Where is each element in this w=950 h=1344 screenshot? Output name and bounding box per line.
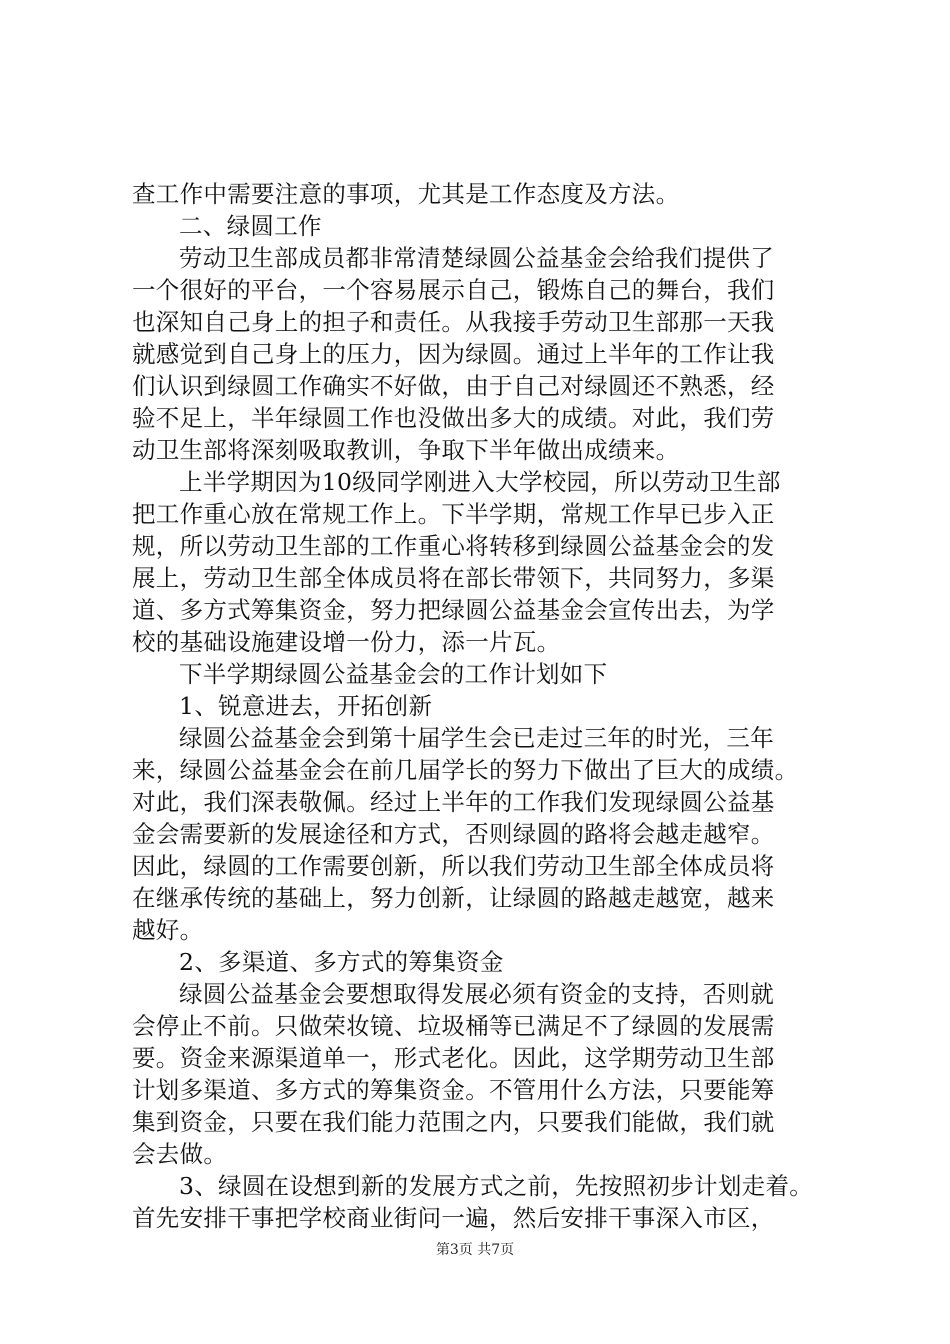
text-line: 因此，绿圆的工作需要创新，所以我们劳动卫生部全体成员将 — [132, 852, 775, 880]
text-line: 道、多方式筹集资金，努力把绿圆公益基金会宣传出去，为学 — [132, 596, 775, 624]
text-line: 劳动卫生部成员都非常清楚绿圆公益基金会给我们提供了 — [179, 244, 774, 272]
text-line: 越好。 — [132, 916, 204, 944]
text-line: 金会需要新的发展途径和方式，否则绿圆的路将会越走越窄。 — [132, 820, 775, 848]
text-line: 们认识到绿圆工作确实不好做，由于自己对绿圆还不熟悉，经 — [132, 372, 775, 400]
text-line: 绿圆公益基金会要想取得发展必须有资金的支持，否则就 — [179, 980, 774, 1008]
text-line: 校的基础设施建设增一份力，添一片瓦。 — [132, 628, 561, 656]
text-line: 来，绿圆公益基金会在前几届学长的努力下做出了巨大的成绩。 — [132, 756, 799, 784]
text-line: 下半学期绿圆公益基金会的工作计划如下 — [179, 660, 608, 688]
text-line: 会停止不前。只做荣妆镜、垃圾桶等已满足不了绿圆的发展需 — [132, 1012, 775, 1040]
text-line: 绿圆公益基金会到第十届学生会已走过三年的时光，三年 — [179, 724, 774, 752]
text-line: 会去做。 — [132, 1140, 228, 1168]
text-line: 集到资金，只要在我们能力范围之内，只要我们能做，我们就 — [132, 1108, 775, 1136]
text-line: 验不足上，半年绿圆工作也没做出多大的成绩。对此，我们劳 — [132, 404, 775, 432]
text-line: 一个很好的平台，一个容易展示自己，锻炼自己的舞台，我们 — [132, 276, 775, 304]
text-line: 上半学期因为10级同学刚进入大学校园，所以劳动卫生部 — [179, 468, 781, 496]
text-line: 动卫生部将深刻吸取教训，争取下半年做出成绩来。 — [132, 436, 680, 464]
text-line: 首先安排干事把学校商业街问一遍，然后安排干事深入市区， — [132, 1204, 775, 1232]
text-line: 把工作重心放在常规工作上。下半学期，常规工作早已步入正 — [132, 500, 775, 528]
section-heading: 2、多渠道、多方式的筹集资金 — [179, 948, 504, 976]
text-line: 在继承传统的基础上，努力创新，让绿圆的路越走越宽，越来 — [132, 884, 775, 912]
section-heading: 二、绿圆工作 — [179, 212, 322, 240]
section-heading: 1、锐意进去，开拓创新 — [179, 692, 433, 720]
text-line: 就感觉到自己身上的压力，因为绿圆。通过上半年的工作让我 — [132, 340, 775, 368]
text-line: 要。资金来源渠道单一，形式老化。因此，这学期劳动卫生部 — [132, 1044, 775, 1072]
page-number-footer: 第3页 共7页 — [435, 1242, 515, 1258]
text-line: 规，所以劳动卫生部的工作重心将转移到绿圆公益基金会的发 — [132, 532, 775, 560]
text-line: 展上，劳动卫生部全体成员将在部长带领下，共同努力，多渠 — [132, 564, 775, 592]
text-line: 计划多渠道、多方式的筹集资金。不管用什么方法，只要能筹 — [132, 1076, 775, 1104]
text-line: 查工作中需要注意的事项，尤其是工作态度及方法。 — [132, 180, 680, 208]
section-heading: 3、绿圆在设想到新的发展方式之前，先按照初步计划走着。 — [179, 1172, 814, 1200]
text-line: 对此，我们深表敬佩。经过上半年的工作我们发现绿圆公益基 — [132, 788, 775, 816]
text-line: 也深知自己身上的担子和责任。从我接手劳动卫生部那一天我 — [132, 308, 775, 336]
